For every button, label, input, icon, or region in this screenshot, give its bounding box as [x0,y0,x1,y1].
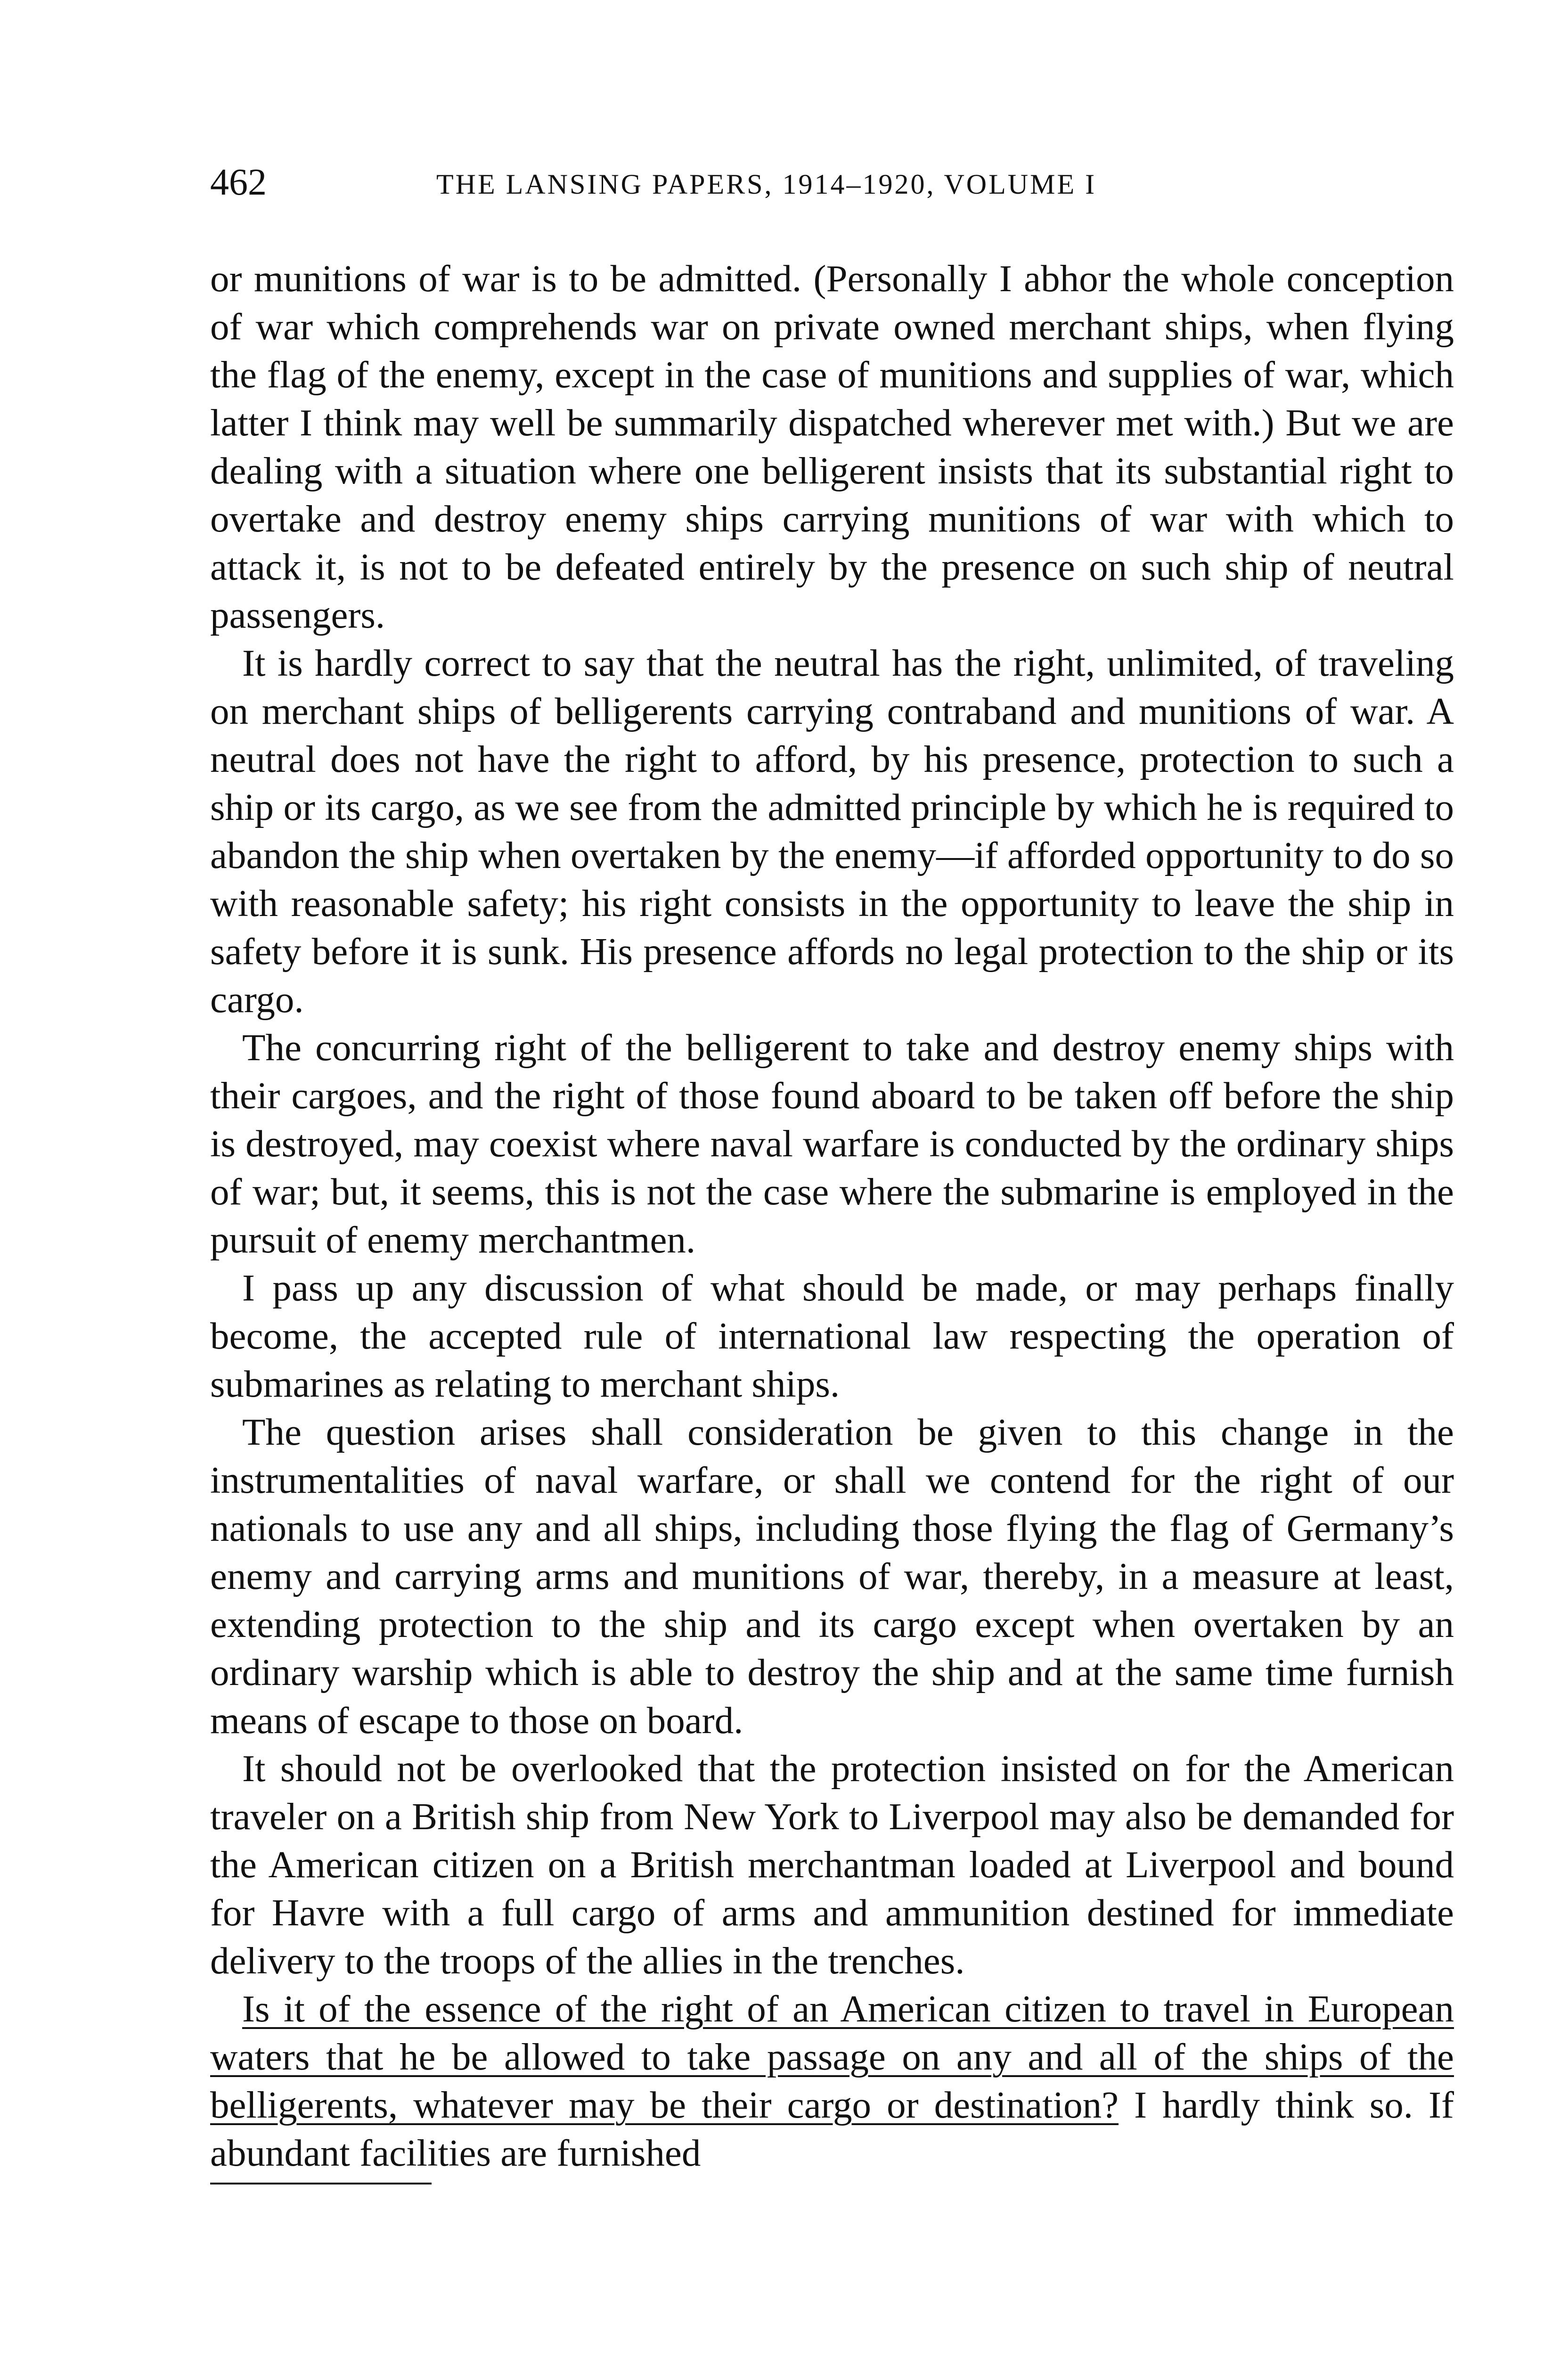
paragraph-7 [210,1985,1454,2177]
paragraph-2: It is hardly correct to say that the neutral has the right, unlimited, of traveling on merchant ships of belligerents carrying contraband and munitions of war. A neutral does not have the right to afford, by his presence, protection to such a ship or its cargo, as we see from the admitted principle by which he is required to abandon the ship when overtaken by the enemy—if afforded opportunity to do so with reasonable safety; his right consists in the opportunity to leave the ship in safety before it is sunk. His presence affords no legal protection to the ship or its cargo. [210,642,1454,1021]
paragraph-5: The question arises shall consideration be given to this change in the instrumentalities of naval warfare, or shall we contend for the right of our nationals to use any and all ships, including those flying the flag of Germany’s enemy and carrying arms and munitions of war, thereby, in a measure at least, extending protection to the ship and its cargo except when overtaken by an ordinary warship which is able to destroy the ship and at the same time furnish means of escape to those on board. [210,1411,1454,1742]
running-title: THE LANSING PAPERS, 1914–1920, VOLUME I [436,169,1097,200]
page-header [210,161,1454,204]
paragraph-1: or munitions of war is to be admitted. (Personally I abhor the whole conception of war which comprehends war on private owned merchant ships, when flying the flag of the enemy, except in the case of munitions and supplies of war, which latter I think may well be summarily dispatched wherever met with.) But we are dealing with a situation where one belligerent insists that its substantial right to overtake and destroy enemy ships carrying munitions of war with which to attack it, is not to be defeated entirely by the presence on such ship of neutral passengers. [210,257,1454,636]
pencil-underline-mark [210,2183,432,2184]
trailing-text: I hardly think so. If abundant facilities are furnished [210,2084,1454,2174]
underlined-passage: Is it of the essence of the right of an American citizen to travel in European waters that he be allowed to take passage on any and all of the ships of the belligerents, whatever may be their cargo or destination? [210,1988,1454,2126]
body-text [210,254,1454,2184]
paragraph-4: I pass up any discussion of what should be made, or may perhaps finally become, the accepted rule of international law respecting the operation of submarines as relating to merchant ships. [210,1267,1454,1405]
paragraph-6: It should not be overlooked that the protection insisted on for the American traveler on a British ship from New York to Liverpool may also be demanded for the American citizen on a British merchantman loaded at Liverpool and bound for Havre with a full cargo of arms and ammunition destined for immediate delivery to the troops of the allies in the trenches. [210,1747,1454,1982]
page-number: 462 [210,162,267,203]
paragraph-3: The concurring right of the belligerent to take and destroy enemy ships with their cargoes, and the right of those found aboard to be taken off before the ship is destroyed, may coexist where naval warfare is conducted by the ordinary ships of war; but, it seems, this is not the case where the submarine is employed in the pursuit of enemy merchantmen. [210,1026,1454,1261]
